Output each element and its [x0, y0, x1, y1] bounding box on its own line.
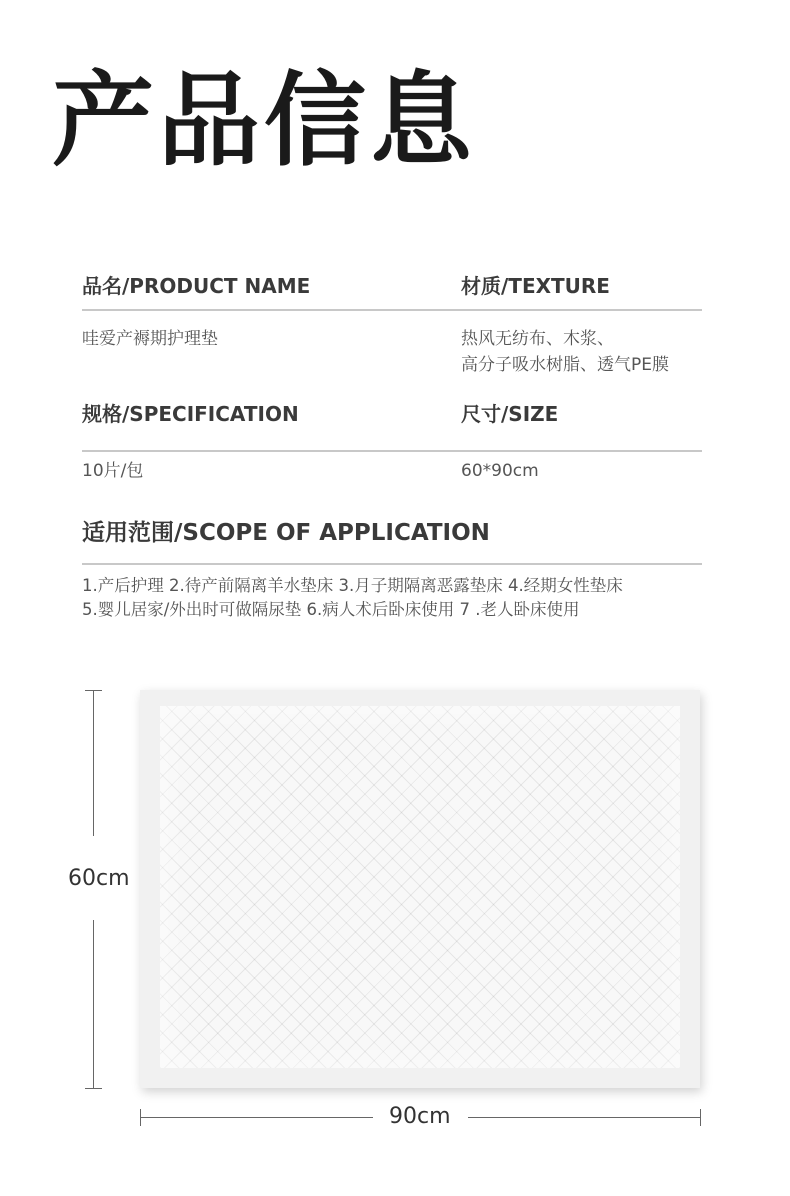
scope-line-1: 1.产后护理 2.待产前隔离羊水垫床 3.月子期隔离恶露垫床 4.经期女性垫床	[82, 576, 623, 595]
product-name-label: 品名/PRODUCT NAME	[82, 274, 311, 298]
height-dimension-line-top	[93, 690, 94, 836]
divider	[82, 450, 702, 452]
height-dimension-line-bottom	[93, 920, 94, 1088]
width-dimension-label: 90cm	[389, 1104, 451, 1129]
size-value: 60*90cm	[461, 461, 539, 481]
width-dimension-cap-right	[700, 1109, 701, 1126]
divider	[82, 309, 702, 311]
pad-quilted-surface	[160, 706, 680, 1068]
width-dimension-line-right	[468, 1117, 700, 1118]
height-dimension-cap-bottom	[85, 1088, 102, 1089]
height-dimension-label: 60cm	[68, 866, 130, 891]
width-dimension-cap-left	[140, 1109, 141, 1126]
specification-label: 规格/SPECIFICATION	[82, 402, 299, 426]
specification-value: 10片/包	[82, 461, 144, 481]
scope-text	[82, 574, 623, 622]
scope-label: 适用范围/SCOPE OF APPLICATION	[82, 520, 490, 546]
texture-value-line1: 热风无纺布、木浆、	[461, 329, 614, 349]
divider	[82, 563, 702, 565]
size-label: 尺寸/SIZE	[461, 402, 559, 426]
texture-value-line2: 高分子吸水树脂、透气PE膜	[461, 355, 669, 375]
product-name-value: 哇爱产褥期护理垫	[82, 329, 218, 349]
width-dimension-line-left	[140, 1117, 373, 1118]
page-title: 产品信息	[52, 62, 476, 181]
height-dimension-cap-top	[85, 690, 102, 691]
scope-line-2: 5.婴儿居家/外出时可做隔尿垫 6.病人术后卧床使用 7 .老人卧床使用	[82, 600, 580, 619]
texture-label: 材质/TEXTURE	[461, 274, 610, 298]
